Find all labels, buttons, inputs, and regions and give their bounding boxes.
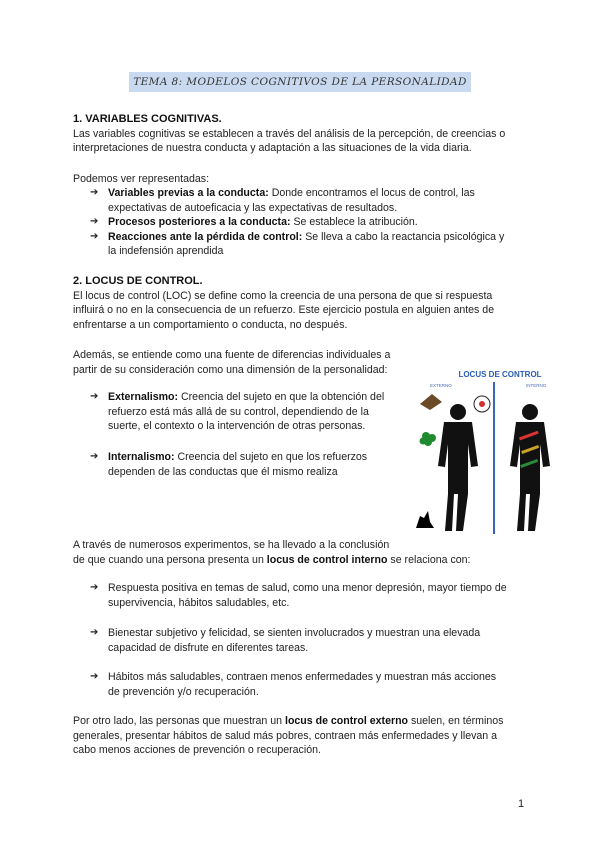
- list-item: [90, 215, 530, 230]
- s2-p3-text-end: se relaciona con:: [387, 553, 471, 566]
- item-bold: Procesos posteriores a la conducta:: [108, 216, 291, 229]
- section-1: [73, 112, 533, 156]
- section-1-heading: 1. VARIABLES COGNITIVAS.: [73, 113, 222, 125]
- s2-bullets-3: [90, 670, 530, 699]
- s2-p4-bold: locus de control externo: [285, 715, 409, 727]
- list-item: [90, 186, 530, 215]
- s2-p1-line2: influirá o no en la consecuencia de un refuerzo. Este ejercicio postula en alguien antes de: [73, 304, 495, 317]
- item-text: Creencia del sujeto en que la obtención del: [178, 391, 385, 403]
- arrow-icon: ➔: [90, 451, 99, 462]
- s1-intro-line2: interpretaciones de nuestra conducta y adaptación a las situaciones de la vida diaria.: [73, 142, 472, 155]
- item-text: Respuesta positiva en temas de salud, como una menor depresión, mayor tiempo de: [108, 582, 507, 594]
- arrow-icon: ➔: [90, 671, 99, 682]
- item-text-cont: expectativas de autoeficacia y las expectativas de resultados.: [108, 201, 398, 214]
- s2-p4-line3: cabo menos acciones de prevención o recuperación.: [73, 744, 321, 757]
- s2-list-int: [90, 450, 410, 479]
- item-text: Se lleva a cabo la reactancia psicológica y: [302, 230, 505, 243]
- item-text: Se establece la atribución.: [290, 216, 418, 229]
- arrow-icon: ➔: [90, 230, 99, 242]
- s1-lead-text: Podemos ver representadas:: [73, 173, 210, 185]
- item-bold: Internalismo:: [108, 451, 175, 463]
- list-item: [90, 230, 530, 259]
- arrow-icon: ➔: [90, 216, 99, 228]
- item-text-cont: capacidad de disfrute en diferentes tareas.: [108, 641, 309, 654]
- item-text-cont: supervivencia, hábitos saludables, etc.: [108, 596, 290, 609]
- list-item: [90, 581, 530, 610]
- s2-p4-line2: generales, presentar hábitos de salud más pobres, contraen más enfermedades y llevan a: [73, 729, 497, 742]
- section-2-heading: 2. LOCUS DE CONTROL.: [73, 275, 203, 287]
- figure-svg: [408, 366, 570, 536]
- page-number: 1: [518, 798, 525, 810]
- list-item: [90, 626, 530, 655]
- s2-list-ext: [90, 390, 410, 434]
- item-text-cont: de prevención y/o recuperación.: [108, 685, 259, 698]
- list-item: [90, 670, 530, 699]
- item-text: Donde encontramos el locus de control, las: [268, 187, 475, 199]
- s2-p3-line1: A través de numerosos experimentos, se ha llevado a la conclusión: [73, 539, 390, 551]
- man-external-icon: [438, 404, 478, 531]
- figure-title: LOCUS DE CONTROL: [458, 370, 542, 379]
- s2-p2-line1: Además, se entiende como una fuente de diferencias individuales a: [73, 349, 391, 361]
- clover-icon: [420, 432, 437, 446]
- item-text: Creencia del sujeto en que los refuerzos: [174, 451, 368, 463]
- page-title: TEMA 8: MODELOS COGNITIVOS DE LA PERSONALIDAD: [129, 72, 471, 92]
- man-internal-icon: [510, 404, 550, 531]
- s2-p4: [73, 714, 533, 758]
- s1-lead: [73, 172, 533, 187]
- list-item: [90, 390, 410, 434]
- item-text: Bienestar subjetivo y felicidad, se sienten involucrados y muestran una elevada: [108, 627, 481, 639]
- title-wrap: [0, 72, 600, 92]
- ladder-icon: [420, 394, 442, 410]
- item-bold: Variables previas a la conducta:: [108, 187, 269, 199]
- s2-p2-line2: partir de su consideración como una dimensión de la personalidad:: [73, 363, 388, 376]
- locus-de-control-figure: [408, 366, 570, 536]
- s2-p3-text: de que cuando una persona presenta un: [73, 553, 267, 566]
- arrow-icon: ➔: [90, 582, 99, 593]
- arrow-icon: ➔: [90, 187, 99, 198]
- s2-bullets: [90, 581, 530, 610]
- s2-p4-text: Por otro lado, las personas que muestran un: [73, 715, 285, 727]
- list-item: [90, 450, 410, 479]
- arrow-icon: ➔: [90, 627, 99, 638]
- item-text-cont: dependen de las conductas que él mismo realiza: [108, 465, 338, 478]
- s2-p1-line3: enfrentarse a un comportamiento o conducta, no después.: [73, 318, 348, 331]
- s1-list: [90, 186, 530, 259]
- item-bold: Externalismo:: [108, 391, 179, 403]
- figure-right-label: INTERNO: [526, 383, 547, 388]
- figure-left-label: EXTERNO: [430, 383, 452, 388]
- s1-intro-line1: Las variables cognitivas se establecen a través del análisis de la percepción, de creencias o: [73, 127, 506, 140]
- item-text: Hábitos más saludables, contraen menos enfermedades y muestran más acciones: [108, 671, 497, 683]
- section-2: [73, 274, 533, 332]
- s2-p2: [73, 348, 413, 377]
- item-bold: Reacciones ante la pérdida de control:: [108, 230, 303, 243]
- s2-p3-bold: locus de control interno: [266, 553, 388, 566]
- black-cat-icon: [416, 511, 434, 528]
- s2-p1-line1: El locus de control (LOC) se define como la creencia de una persona de que si respuesta: [73, 289, 493, 302]
- s2-p4-text-end: suelen, en términos: [408, 715, 504, 727]
- item-text-cont: suerte, el contexto o la intervención de otras personas.: [108, 420, 366, 433]
- item-text-cont: la indefensión aprendida: [108, 245, 224, 258]
- item-text-cont: refuerzo está más allá de su control, dependiendo de la: [108, 405, 369, 418]
- s2-p3: [73, 538, 533, 567]
- arrow-icon: ➔: [90, 391, 99, 402]
- s2-bullets-2: [90, 626, 530, 655]
